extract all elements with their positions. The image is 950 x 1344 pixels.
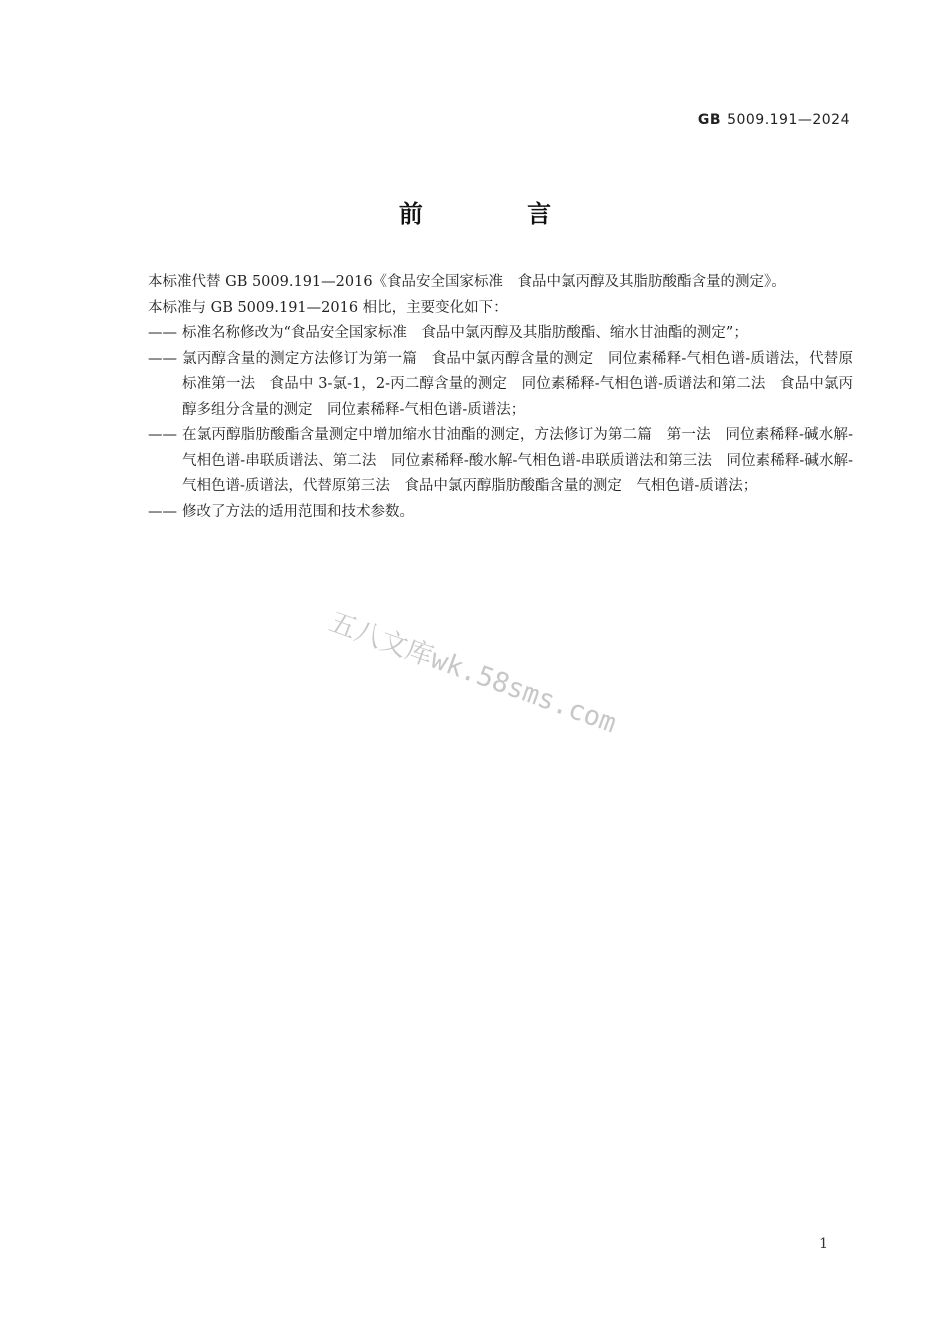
dash-marker: ——: [148, 427, 177, 443]
standard-number: 5009.191—2024: [727, 112, 850, 128]
change-item-text: 修改了方法的适用范围和技术参数。: [182, 503, 414, 520]
standard-prefix: GB: [697, 112, 722, 128]
watermark: 五八文库wk.58sms.com: [325, 606, 621, 740]
change-item-2: [148, 347, 853, 424]
change-item-1: [148, 321, 853, 347]
dash-marker: ——: [148, 325, 177, 341]
foreword-body: [148, 270, 853, 525]
change-item-4: [148, 500, 853, 526]
change-item-text: 在氯丙醇脂肪酸酯含量测定中增加缩水甘油酯的测定，方法修订为第二篇 第一法 同位素稀释-碱水解-气相色谱-串联质谱法、第二法 同位素稀释-酸水解-气相色谱-串联质谱法和第三法 同位素稀释-碱水解-气相色谱-质谱法，代替原第三法 食品中氯丙醇脂肪酸酯含量的测定 气相色谱-质谱法；: [182, 427, 853, 494]
change-item-text: 标准名称修改为“食品安全国家标准 食品中氯丙醇及其脂肪酸酯、缩水甘油酯的测定”；: [182, 325, 748, 341]
page-title: 前 言: [398, 200, 600, 228]
dash-marker: ——: [148, 350, 177, 367]
dash-marker: ——: [148, 503, 177, 520]
standard-code: [698, 112, 850, 128]
changes-intro: 本标准与 GB 5009.191—2016 相比，主要变化如下：: [148, 299, 508, 316]
change-item-3: [148, 423, 853, 500]
replacement-statement: 本标准代替 GB 5009.191—2016《食品安全国家标准 食品中氯丙醇及其脂肪酸酯含量的测定》。: [148, 274, 786, 290]
page-number: 1: [819, 1236, 828, 1252]
change-item-text: 氯丙醇含量的测定方法修订为第一篇 食品中氯丙醇含量的测定 同位素稀释-气相色谱-质谱法，代替原标准第一法 食品中 3-氯-1，2-丙二醇含量的测定 同位素稀释-气相色谱-质谱法和第二法 食品中氯丙醇多组分含量的测定 同位素稀释-气相色谱-质谱法；: [182, 350, 853, 418]
